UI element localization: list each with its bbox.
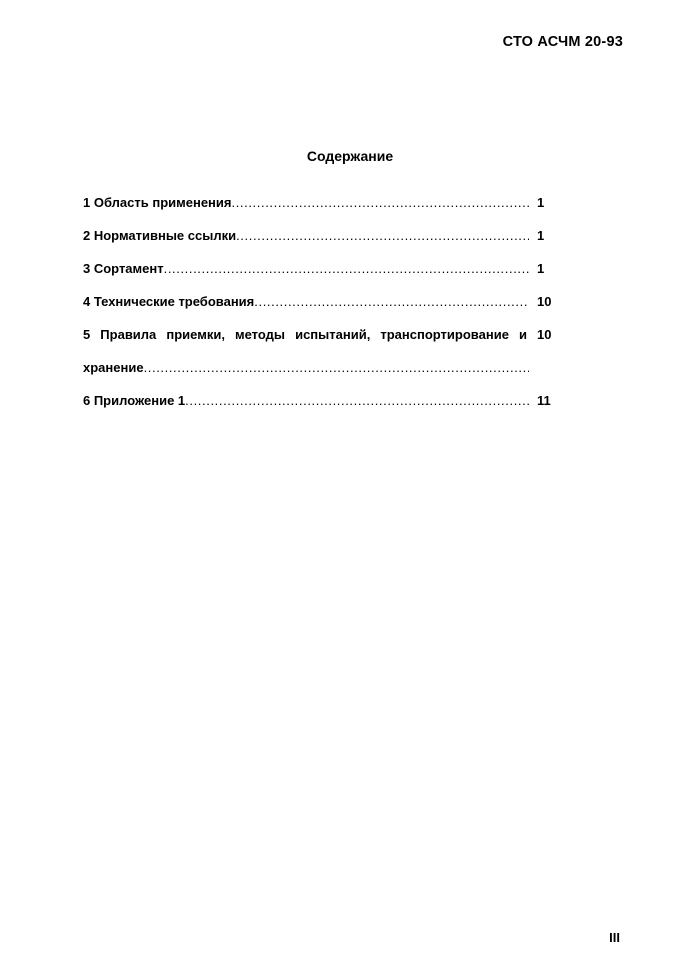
toc-leader-dots — [164, 261, 529, 277]
toc-entry[interactable] — [83, 294, 563, 327]
document-code: СТО АСЧМ 20-93 — [502, 34, 623, 50]
table-of-contents — [83, 195, 563, 426]
toc-leader-dots — [185, 393, 529, 409]
toc-entry[interactable] — [83, 228, 563, 261]
toc-entry-continuation[interactable] — [83, 360, 563, 393]
toc-leader-dots — [254, 294, 529, 310]
toc-entry-page: 1 — [537, 228, 545, 243]
toc-entry-page: 1 — [537, 261, 545, 276]
toc-entry-page: 10 — [537, 327, 552, 342]
toc-leader-dots — [236, 228, 529, 244]
page-number: III — [609, 930, 620, 945]
toc-entry-label: 2 Нормативные ссылки — [83, 228, 237, 243]
toc-entry[interactable] — [83, 195, 563, 228]
toc-entry-page: 1 — [537, 195, 545, 210]
toc-title: Содержание — [306, 148, 394, 164]
toc-entry-label: 3 Сортамент — [83, 261, 164, 276]
toc-entry[interactable] — [83, 327, 563, 360]
toc-leader-dots — [232, 195, 530, 211]
toc-entry-page: 10 — [537, 294, 552, 309]
toc-entry-label: 5 Правила приемки, методы испытаний, транспортирование и — [83, 327, 527, 342]
toc-entry-label-continued: хранение — [83, 360, 144, 375]
toc-entry-label: 4 Технические требования — [83, 294, 255, 309]
toc-leader-dots — [144, 360, 529, 376]
toc-entry-label: 6 Приложение 1 — [83, 393, 186, 408]
toc-entry-label: 1 Область применения — [83, 195, 232, 210]
toc-entry[interactable] — [83, 261, 563, 294]
toc-entry[interactable] — [83, 393, 563, 426]
toc-entry-page: 11 — [537, 393, 551, 408]
